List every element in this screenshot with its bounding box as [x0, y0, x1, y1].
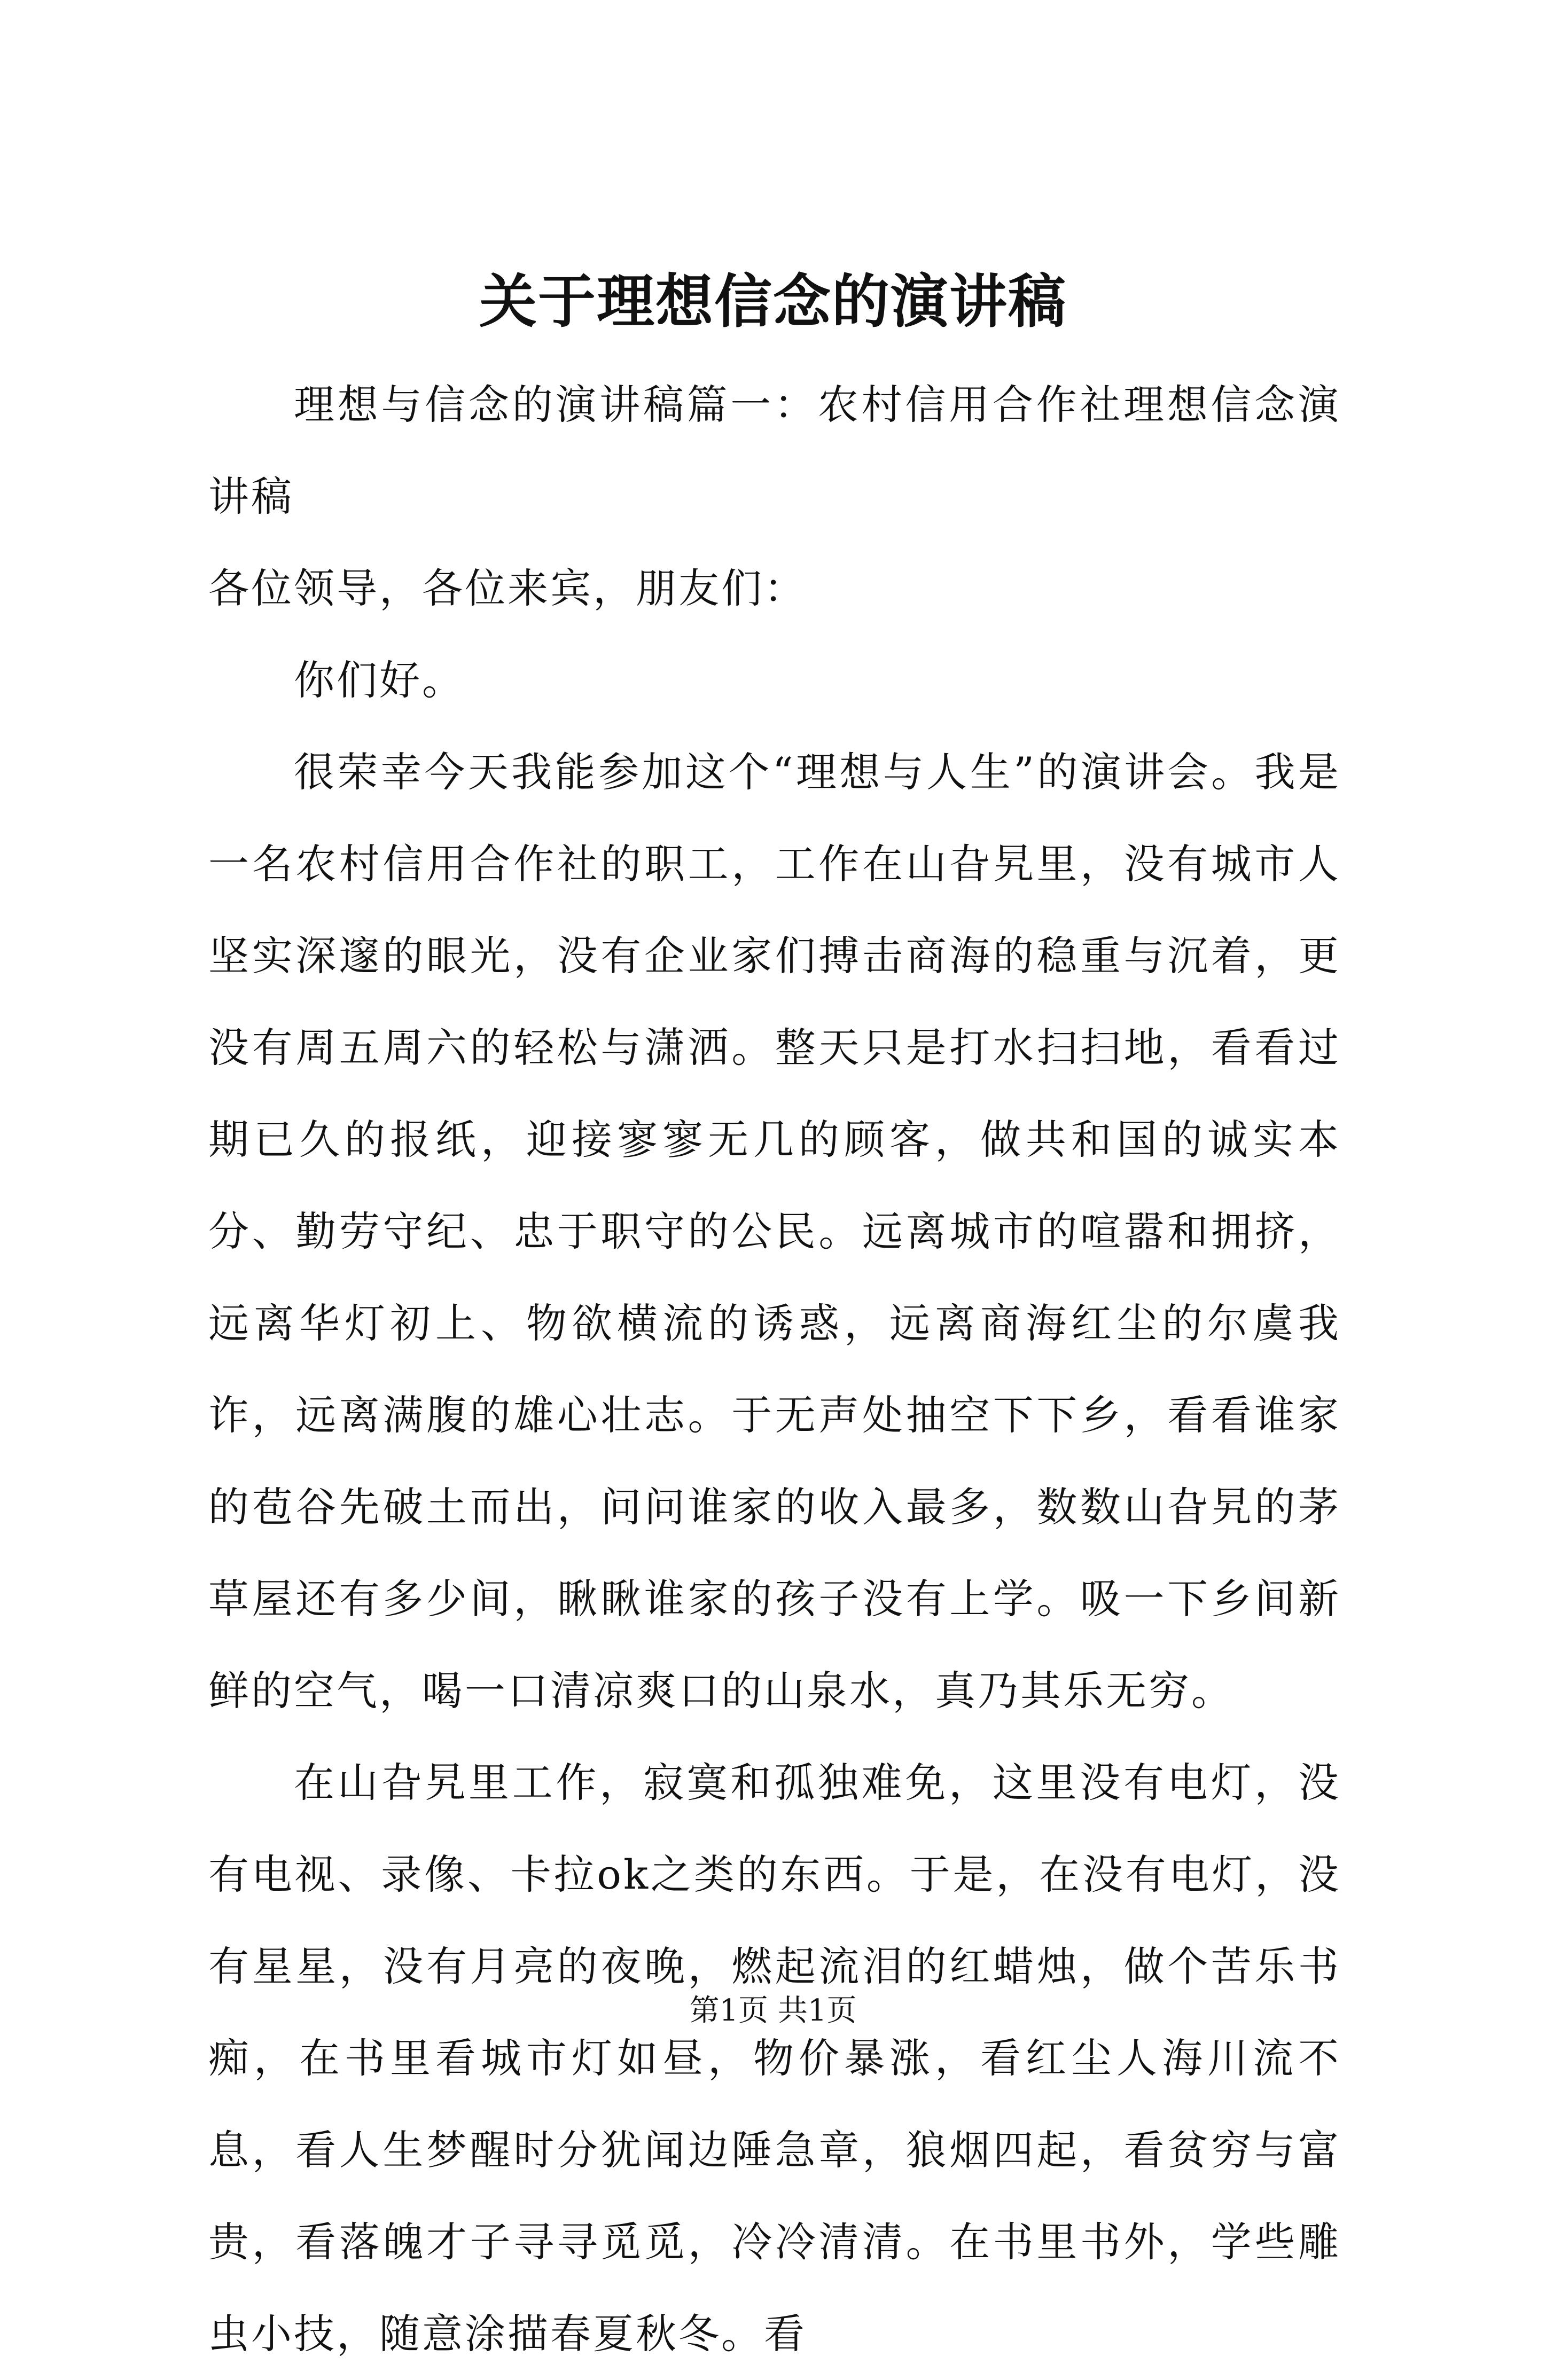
paragraph-salutation: 各位领导，各位来宾，朋友们：: [208, 565, 807, 612]
document-title: 关于理想信念的演讲稿: [479, 268, 1067, 335]
paragraph: 在山旮旯里工作，寂寞和孤独难免，这里没有电灯，没有电视、录像、卡拉ok之类的东西。于是，在没有电灯，没有星星，没有月亮的夜晚，燃起流泪的红蜡烛，做个苦乐书痴，在书里看城市灯如昼，物价暴涨，看红尘人海川流不息，看人生梦醒时分犹闻边陲急章，狼烟四起，看贫穷与富贵，看落魄才子寻寻觅觅，冷冷清清。在书里书外，学些雕虫小技，随意涂描春夏秋冬。看: [208, 1759, 1341, 2358]
document-body: [208, 359, 1341, 2380]
paragraph: 很荣幸今天我能参加这个“理想与人生”的演讲会。我是一名农村信用合作社的职工，工作在山旮旯里，没有城市人坚实深邃的眼光，没有企业家们搏击商海的稳重与沉着，更没有周五周六的轻松与潇洒。整天只是打水扫扫地，看看过期已久的报纸，迎接寥寥无几的顾客，做共和国的诚实本分、勤劳守纪、忠于职守的公民。远离城市的喧嚣和拥挤，远离华灯初上、物欲横流的诱惑，远离商海红尘的尔虞我诈，远离满腹的雄心壮志。于无声处抽空下下乡，看看谁家的苞谷先破土而出，问问谁家的收入最多，数数山旮旯的茅草屋还有多少间，瞅瞅谁家的孩子没有上学。吸一下乡间新鲜的空气，喝一口清凉爽口的山泉水，真乃其乐无穷。: [208, 748, 1341, 1714]
page-footer: 第1页 共1页: [689, 1993, 857, 2028]
paragraph-greeting: 你们好。: [294, 656, 465, 704]
paragraph-heading: 理想与信念的演讲稿篇一：农村信用合作社理想信念演讲稿: [208, 381, 1341, 520]
